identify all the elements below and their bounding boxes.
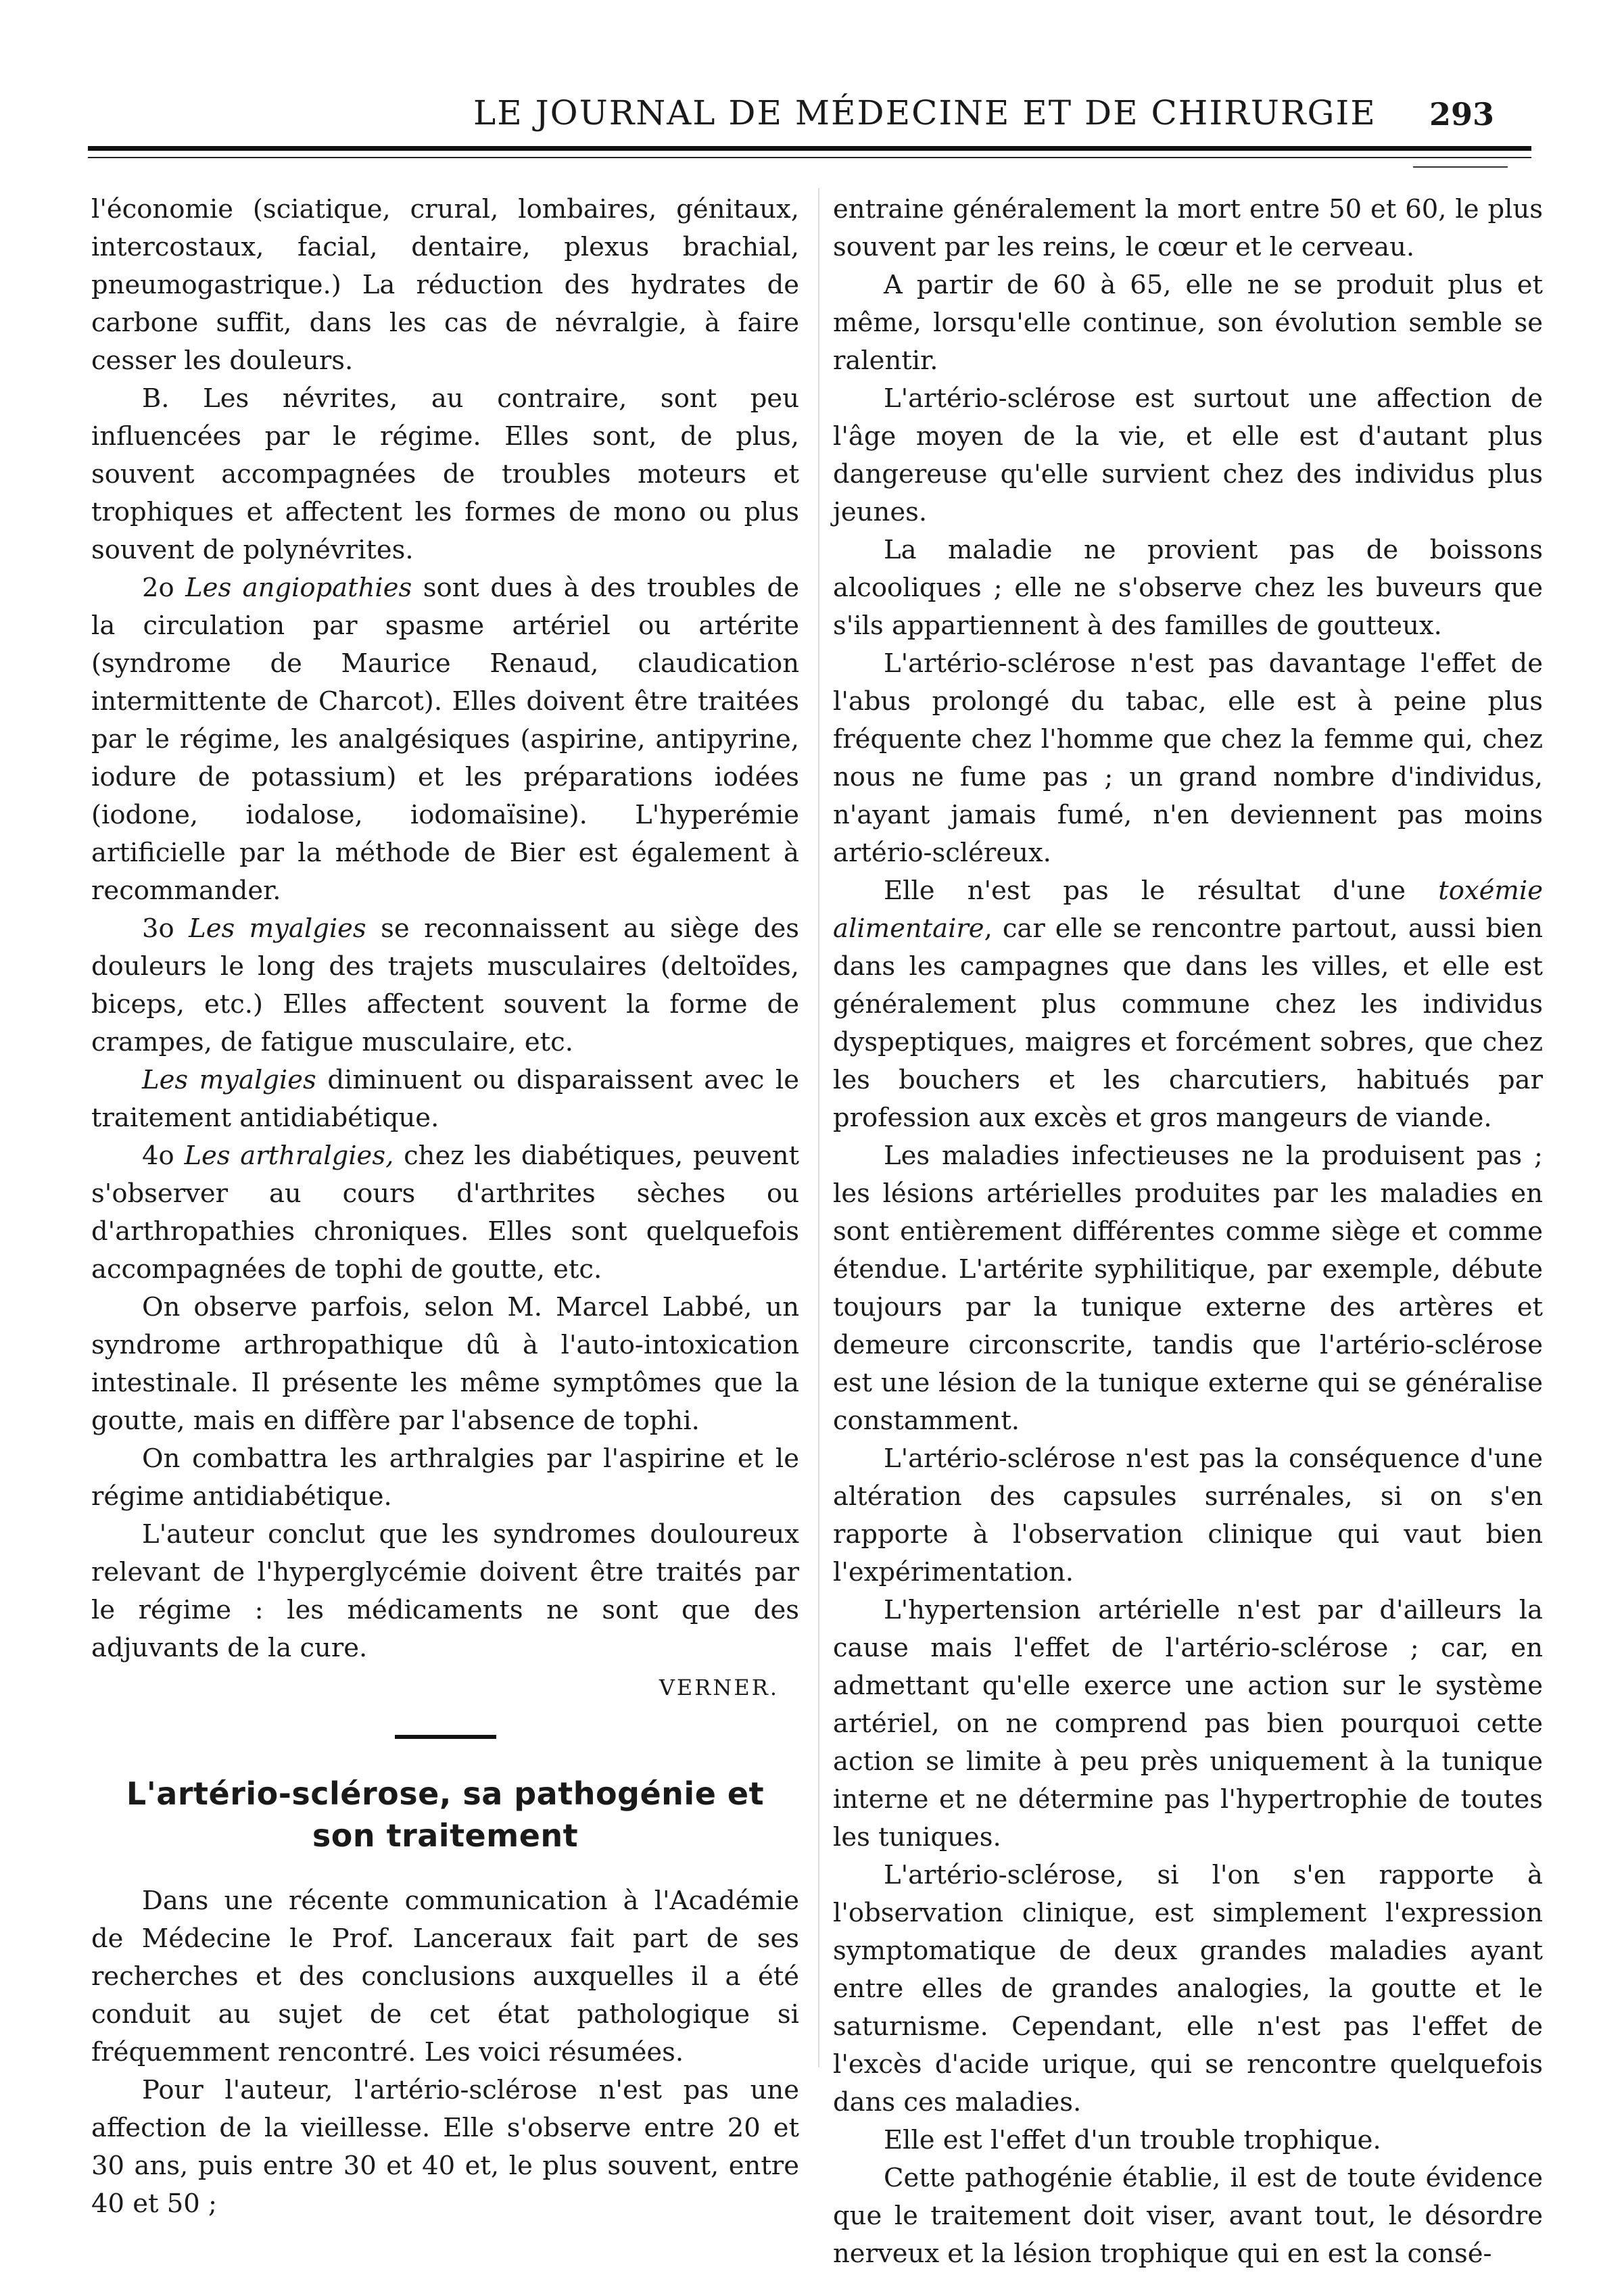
paragraph: Les myalgies diminuent ou disparaissent avec le traitement antidiabétique. bbox=[91, 1065, 799, 1133]
paragraph: L'auteur conclut que les syndromes douloureux relevant de l'hyperglycémie doivent être traités par le régime : les médicaments ne sont que des adjuvants de la cure. bbox=[91, 1519, 799, 1663]
paragraph: L'artério-sclérose est surtout une affection de l'âge moyen de la vie, et elle est d'autant plus dangereuse qu'elle survient chez des individus plus jeunes. bbox=[833, 383, 1543, 527]
paragraph: entraine généralement la mort entre 50 et 60, le plus souvent par les reins, le cœur et le cerveau. bbox=[833, 194, 1543, 262]
paragraph: A partir de 60 à 65, elle ne se produit plus et même, lorsqu'elle continue, son évolution semble se ralentir. bbox=[833, 270, 1543, 376]
italic-term: Les angiopathies bbox=[185, 573, 412, 603]
paragraph: Dans une récente communication à l'Académie de Médecine le Prof. Lanceraux fait part de ses recherches et des conclusions auxquelles il a été conduit au sujet de cet état pathologique si fréquemment rencontré. Les voici résumées. bbox=[91, 1886, 799, 2067]
page-header bbox=[88, 88, 1528, 142]
italic-term: toxémie alimentaire bbox=[833, 876, 1543, 944]
author-signature: VERNER. bbox=[659, 1675, 779, 1700]
paragraph: L'artério-sclérose n'est pas davantage l'effet de l'abus prolongé du tabac, elle est à peine plus fréquente chez l'homme que chez la femme qui, chez nous ne fume pas ; un grand nombre d'individus, n'ayant jamais fumé, n'en deviennent pas moins artério-scléreux. bbox=[833, 648, 1543, 868]
paragraph: 4o Les arthralgies, chez les diabétiques, peuvent s'observer au cours d'arthrites sèches ou d'arthropathies chroniques. Elles sont quelquefois accompagnées de tophi de goutte, etc. bbox=[91, 1141, 800, 1285]
header-rule-thick bbox=[88, 146, 1531, 151]
paragraph: 3o Les myalgies se reconnaissent au siège des douleurs le long des trajets musculaires (deltoïdes, biceps, etc.) Elles affectent souvent la forme de crampes, de fatigue musculaire, etc. bbox=[91, 913, 800, 1057]
paragraph: L'artério-sclérose n'est pas la conséquence d'une altération des capsules surrénales, si on s'en rapporte à l'observation clinique qui vaut bien l'expérimentation. bbox=[833, 1443, 1543, 1587]
page-number: 293 bbox=[1429, 96, 1494, 133]
paragraph: l'économie (sciatique, crural, lombaires, génitaux, intercostaux, facial, dentaire, plexus brachial, pneumogastrique.) La réduction des hydrates de carbone suffit, dans les cas de névralgie, à faire cesser les douleurs. bbox=[91, 194, 799, 376]
right-column bbox=[833, 191, 1543, 2273]
paragraph: 2o Les angiopathies sont dues à des troubles de la circulation par spasme artériel ou artérite (syndrome de Maurice Renaud, claudication intermittente de Charcot). Elles doivent être traitées par le régime, les analgésiques (aspirine, antipyrine, iodure de potassium) et les préparations iodées (iodone, iodalose, iodomaïsine). L'hyperémie artificielle par la méthode de Bier est également à recommander. bbox=[91, 573, 799, 906]
paragraph: Elle n'est pas le résultat d'une toxémie alimentaire, car elle se rencontre partout, aussi bien dans les campagnes que dans les villes, et elle est généralement plus commune chez les individus dyspeptiques, maigres et forcément sobres, que chez les bouchers et les charcutiers, habitués par profession aux excès et gros mangeurs de viande. bbox=[833, 876, 1543, 1133]
paragraph: La maladie ne provient pas de boissons alcooliques ; elle ne s'observe chez les buveurs que s'ils appartiennent à des familles de goutteux. bbox=[833, 535, 1543, 641]
article-title: L'artério-sclérose, sa pathogénie et son traitement bbox=[126, 1775, 765, 1854]
paragraph: Cette pathogénie établie, il est de toute évidence que le traitement doit viser, avant tout, le désordre nerveux et la lésion trophique qui en est la consé- bbox=[833, 2163, 1543, 2269]
paragraph: On combattra les arthralgies par l'aspirine et le régime antidiabétique. bbox=[91, 1443, 799, 1512]
paragraph: B. Les névrites, au contraire, sont peu influencées par le régime. Elles sont, de plus, souvent accompagnées de troubles moteurs et trophiques et affectent les formes de mono ou plus souvent de polynévrites. bbox=[91, 383, 799, 565]
paragraph: On observe parfois, selon M. Marcel Labbé, un syndrome arthropathique dû à l'auto-intoxication intestinale. Il présente les même symptômes que la goutte, mais en diffère par l'absence de tophi. bbox=[91, 1292, 799, 1436]
header-rule-thin bbox=[88, 157, 1531, 158]
left-column bbox=[91, 191, 799, 2223]
italic-term: Les arthralgies, bbox=[184, 1141, 394, 1171]
paragraph: L'hypertension artérielle n'est par d'ailleurs la cause mais l'effet de l'artério-sclérose ; car, en admettant qu'elle exerce une action sur le système artériel, on ne comprend pas bien pourquoi cette action se limite à peu près uniquement à la tunique interne et ne détermine pas l'hypertrophie de toutes les tuniques. bbox=[833, 1595, 1543, 1852]
column-gutter bbox=[818, 188, 819, 2067]
paragraph: Elle est l'effet d'un trouble trophique. bbox=[884, 2125, 1381, 2155]
paragraph: L'artério-sclérose, si l'on s'en rapporte à l'observation clinique, est simplement l'expression symptomatique de deux grandes maladies ayant entre elles de grandes analogies, la goutte et le saturnisme. Cependant, elle n'est pas l'effet de l'excès d'acide urique, qui se rencontre quelquefois dans ces maladies. bbox=[833, 1860, 1543, 2118]
italic-term: Les myalgies bbox=[142, 1065, 316, 1095]
header-rule-short bbox=[1413, 166, 1508, 168]
section-divider bbox=[395, 1735, 496, 1739]
italic-term: Les myalgies bbox=[189, 913, 366, 944]
paragraph: Les maladies infectieuses ne la produisent pas ; les lésions artérielles produites par les maladies en sont entièrement différentes comme siège et comme étendue. L'artérite syphilitique, par exemple, débute toujours par la tunique externe des artères et demeure circonscrite, tandis que l'artério-sclérose est une lésion de la tunique externe qui se généralise constamment. bbox=[833, 1141, 1543, 1436]
running-title: LE JOURNAL DE MÉDECINE ET DE CHIRURGIE bbox=[473, 93, 1377, 133]
paragraph: Pour l'auteur, l'artério-sclérose n'est pas une affection de la vieillesse. Elle s'observe entre 20 et 30 ans, puis entre 30 et 40 et, le plus souvent, entre 40 et 50 ; bbox=[91, 2075, 799, 2219]
